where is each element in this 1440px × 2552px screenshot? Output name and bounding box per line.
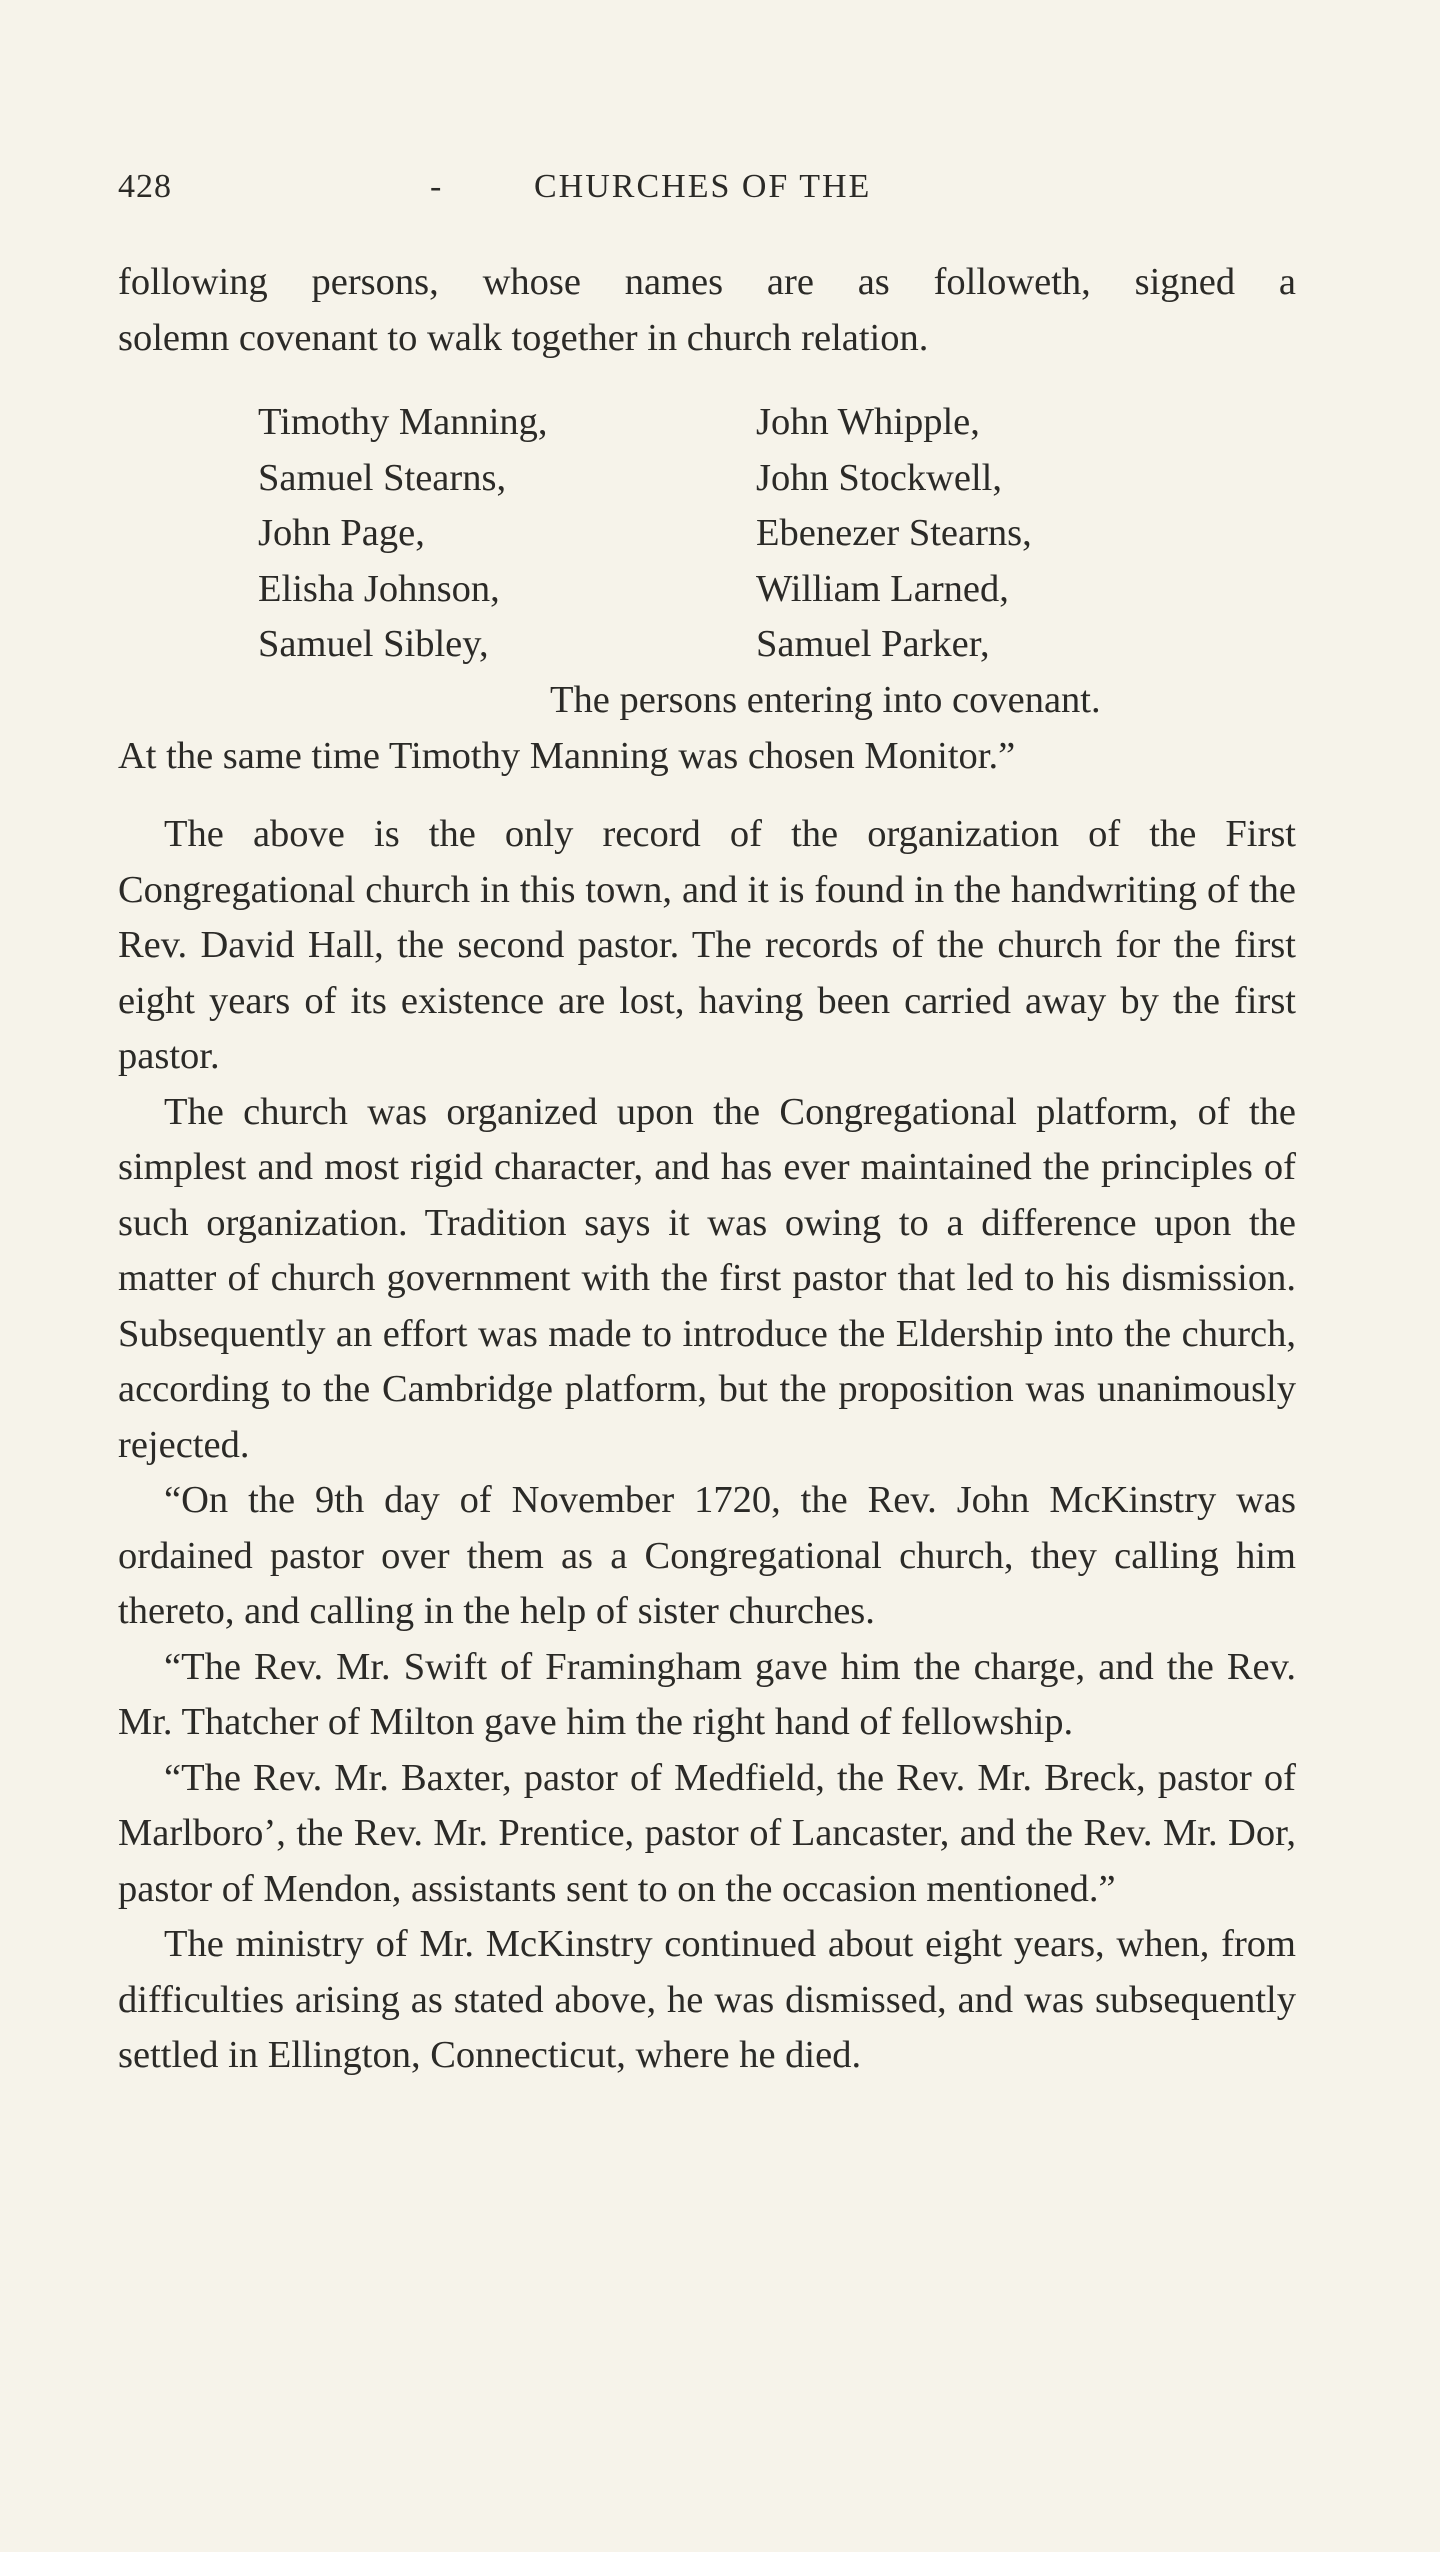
paragraph: “The Rev. Mr. Baxter, pastor of Medfield, the Rev. Mr. Breck, pastor of Marlboro’, the Rev. Mr. Prentice, pastor of Lancaster, and the Rev. Mr. Dor, pastor of Mendon, assistants sent to on the occasion mentioned.” xyxy=(118,1756,1296,1910)
signatory-row xyxy=(258,395,1158,451)
paragraph: “On the 9th day of November 1720, the Rev. John McKinstry was ordained pastor over them as a Congregational church, they calling him thereto, and calling in the help of sister churches. xyxy=(118,1479,1296,1632)
signatory-row xyxy=(258,562,1158,618)
running-head xyxy=(118,168,1288,218)
signatory-name: Elisha Johnson, xyxy=(258,567,500,610)
signatory-name: Ebenezer Stearns, xyxy=(756,512,1032,554)
signatory-name: Timothy Manning, xyxy=(258,401,548,443)
covenant-line: The persons entering into covenant. xyxy=(550,679,1101,721)
monitor-line: At the same time Timothy Manning was chosen Monitor.” xyxy=(118,734,1016,777)
signatory-row xyxy=(258,451,1158,507)
signatory-name: John Whipple, xyxy=(756,401,980,443)
intro-line: solemn covenant to walk together in church relation. xyxy=(118,316,929,359)
signatory-row xyxy=(258,617,1158,673)
header-dash: - xyxy=(430,168,443,205)
intro-line: following persons, whose names are as followeth, signed a xyxy=(118,261,1296,303)
signatory-name: William Larned, xyxy=(756,567,1009,610)
covenant-closing xyxy=(118,673,1296,784)
signatory-name: John Page, xyxy=(258,512,425,554)
page-number: 428 xyxy=(118,168,172,205)
body-text xyxy=(118,807,1296,2084)
signatory-name: Samuel Parker, xyxy=(756,623,990,665)
signatory-name: John Stockwell, xyxy=(756,456,1002,499)
intro-text xyxy=(118,255,1296,366)
signatory-list xyxy=(258,395,1158,673)
paragraph: The church was organized upon the Congregational platform, of the simplest and most rigid character, and has ever maintained the principles of such organization. Tradition says it was owing to a difference upon the matter of church government with the first pastor that led to his dismission. Subsequently an effort was made to introduce the Eldership into the church, according to the Cambridge platform, but the proposition was unanimously rejected. xyxy=(118,1090,1296,1466)
signatory-row xyxy=(258,506,1158,562)
paragraph: The ministry of Mr. McKinstry continued about eight years, when, from difficulties arising as stated above, he was dismissed, and was subsequently settled in Ellington, Connecticut, where he died. xyxy=(118,1923,1296,2076)
paragraph: “The Rev. Mr. Swift of Framingham gave him the charge, and the Rev. Mr. Thatcher of Milton gave him the right hand of fellowship. xyxy=(118,1645,1296,1743)
signatory-name: Samuel Stearns, xyxy=(258,456,507,499)
paragraph: The above is the only record of the organization of the First Congregational church in this town, and it is found in the handwriting of the Rev. David Hall, the second pastor. The records of the church for the first eight years of its existence are lost, having been carried away by the first pastor. xyxy=(118,813,1296,1077)
running-title: CHURCHES OF THE xyxy=(534,168,872,205)
signatory-name: Samuel Sibley, xyxy=(258,623,489,665)
